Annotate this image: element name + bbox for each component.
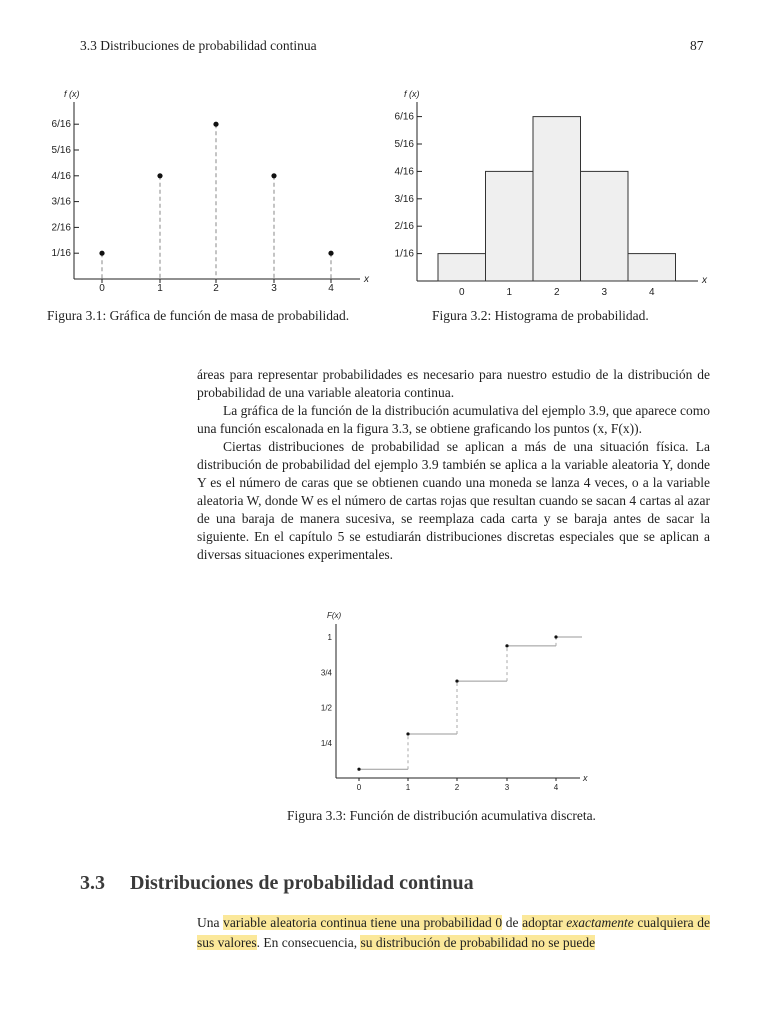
figure-3-2-caption: Figura 3.2: Histograma de probabilidad. — [432, 308, 649, 323]
continuous-variable-paragraph — [197, 913, 710, 953]
text-run: cualquiera de sus valores — [197, 915, 710, 950]
step-point — [357, 768, 360, 771]
y-tick-label: 4/16 — [394, 166, 414, 178]
figure-3-2-histogram — [380, 84, 720, 300]
step-point — [406, 732, 409, 735]
x-axis-label: x — [702, 275, 707, 286]
paragraph-1: áreas para representar probabilidades es necesario para nuestro estudio de la distribución de probabilidad de una variable aleatoria continua. — [197, 367, 710, 400]
emphasis-exactamente: exactamente — [566, 915, 634, 930]
y-tick-label: 6/16 — [51, 119, 71, 131]
y-axis-label: F(x) — [327, 611, 342, 620]
x-tick-label: 4 — [553, 783, 559, 792]
y-tick-label: 2/16 — [394, 221, 414, 233]
x-axis-label: x — [583, 773, 588, 783]
stem-point — [99, 251, 104, 256]
x-tick-label: 4 — [328, 283, 334, 294]
x-tick-label: 3 — [601, 287, 608, 298]
x-tick-label: 1 — [506, 287, 513, 298]
step-point — [505, 644, 508, 647]
y-tick-label: 5/16 — [394, 139, 414, 150]
x-tick-label: 4 — [648, 287, 655, 298]
y-tick-label: 1 — [327, 633, 332, 642]
histogram-bar — [628, 254, 676, 281]
histogram-bar — [438, 254, 486, 281]
figure-3-1-stem-plot — [40, 84, 380, 300]
x-tick-label: 1 — [157, 283, 163, 294]
y-axis-label: f (x) — [64, 89, 80, 99]
x-tick-label: 2 — [553, 287, 560, 298]
y-tick-label: 3/16 — [394, 193, 414, 205]
page-number: 87 — [690, 38, 704, 53]
x-axis-label: x — [364, 274, 369, 285]
figure-3-3-step-function — [300, 606, 600, 796]
y-tick-label: 5/16 — [51, 145, 71, 156]
x-tick-label: 0 — [356, 783, 362, 792]
highlight-3[interactable]: su distribución de probabilidad no se puede — [360, 935, 596, 950]
figure-3-3-caption: Figura 3.3: Función de distribución acumulativa discreta. — [287, 808, 596, 823]
x-tick-label: 3 — [271, 283, 277, 294]
histogram-bar — [486, 171, 534, 281]
section-title: Distribuciones de probabilidad continua — [130, 872, 474, 894]
histogram-bar — [533, 117, 581, 281]
y-tick-label: 4/16 — [51, 170, 71, 182]
stem-point — [213, 122, 218, 127]
section-number: 3.3 — [80, 872, 105, 894]
histogram-bar — [581, 171, 629, 281]
x-tick-label: 2 — [213, 283, 219, 294]
y-tick-label: 6/16 — [394, 111, 414, 123]
x-tick-label: 2 — [454, 783, 460, 792]
x-tick-label: 0 — [99, 283, 105, 294]
y-tick-label: 3/4 — [320, 668, 332, 678]
step-point — [554, 635, 557, 638]
text-run: Una — [197, 915, 224, 930]
running-header: 3.3 Distribuciones de probabilidad continua — [80, 38, 317, 53]
paragraph-2: La gráfica de la función de la distribución acumulativa del ejemplo 3.9, que aparece como una función escalonada en la figura 3.3, se obtiene graficando los puntos (x, F(x)). — [197, 403, 710, 436]
body-paragraphs — [197, 366, 710, 564]
highlight-1[interactable]: variable aleatoria continua tiene una probabilidad 0 — [223, 915, 503, 930]
y-tick-label: 2/16 — [51, 222, 71, 234]
text-run: adoptar — [522, 915, 567, 930]
x-tick-label: 3 — [504, 783, 510, 792]
step-point — [455, 679, 458, 682]
y-tick-label: 3/16 — [51, 196, 71, 208]
x-tick-label: 0 — [458, 287, 465, 298]
y-tick-label: 1/16 — [394, 248, 414, 260]
stem-point — [157, 173, 162, 178]
x-tick-label: 1 — [405, 783, 411, 792]
paragraph-3: Ciertas distribuciones de probabilidad se aplican a más de una situación física. La distribución de probabilidad del ejemplo 3.9 también se aplica a la variable aleatoria Y, donde Y es el número de caras que se obtienen cuando una moneda se lanza 4 veces, o a la variable aleatoria W, donde W es el número de cartas rojas que resultan cuando se sacan 4 cartas al azar de una baraja de manera sucesiva, se reemplaza cada carta y se baraja antes de sacar la siguiente. En el capítulo 5 se estudiarán distribuciones discretas especiales que se aplican a diversas situaciones experimentales. — [197, 439, 710, 562]
y-tick-label: 1/16 — [51, 248, 71, 260]
text-run: de — [502, 915, 523, 930]
stem-point — [271, 173, 276, 178]
y-tick-label: 1/2 — [320, 703, 332, 713]
stem-point — [328, 251, 333, 256]
section-heading — [80, 872, 474, 895]
text-run: . En consecuencia, — [256, 935, 361, 950]
y-tick-label: 1/4 — [320, 738, 332, 748]
y-axis-label: f (x) — [404, 89, 420, 99]
figure-3-1-caption: Figura 3.1: Gráfica de función de masa de probabilidad. — [47, 308, 350, 323]
